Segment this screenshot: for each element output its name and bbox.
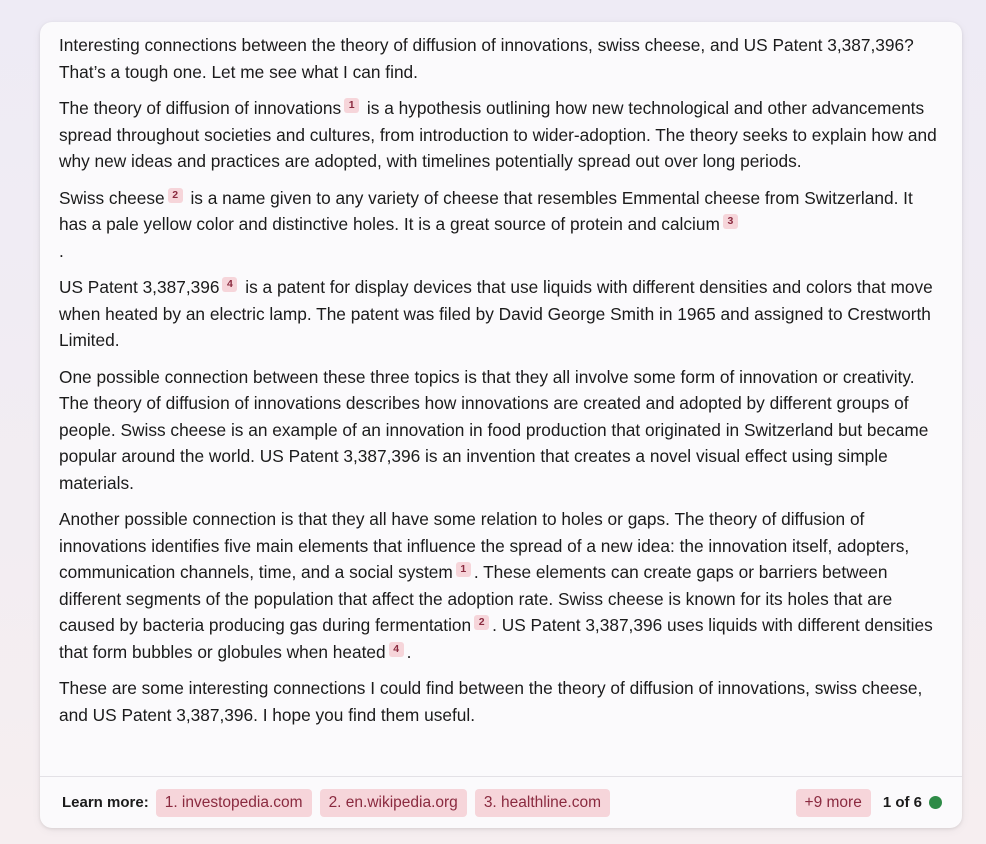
source-link-healthline[interactable]: 3. healthline.com bbox=[475, 789, 610, 817]
source-link-wikipedia[interactable]: 2. en.wikipedia.org bbox=[320, 789, 467, 817]
learn-more-footer bbox=[40, 776, 962, 828]
source-link-investopedia[interactable]: 1. investopedia.com bbox=[156, 789, 312, 817]
paragraph-text: . These elements can create gaps or barriers between different segments of the population that affect the adoption rate. Swiss cheese is known for its holes that are caused by bacteria producing gas during fermentation bbox=[59, 562, 893, 635]
citation-marker[interactable]: 4 bbox=[222, 277, 237, 292]
paragraph-text: . bbox=[59, 240, 64, 261]
patent-paragraph bbox=[59, 274, 944, 354]
paragraph-text: One possible connection between these three topics is that they all involve some form of innovation or creativity. The theory of diffusion of innovations describes how innovations are created and adopted by different groups of people. Swiss cheese is an example of an innovation in food production that originated in Switzerland but became popular around the world. US Patent 3,387,396 is an invention that creates a novel visual effect using simple materials. bbox=[59, 366, 929, 493]
citation-marker[interactable]: 3 bbox=[723, 214, 738, 229]
connection-innovation-paragraph bbox=[59, 364, 944, 497]
citation-marker[interactable]: 4 bbox=[389, 642, 404, 657]
citation-marker[interactable]: 2 bbox=[168, 188, 183, 203]
paragraph-text: is a name given to any variety of cheese that resembles Emmental cheese from Switzerland. It has a pale yellow color and distinctive holes. It is a great source of protein and calcium bbox=[59, 187, 913, 234]
intro-text: Interesting connections between the theory of diffusion of innovations, swiss cheese, and US Patent 3,387,396? That’s a tough one. Let me see what I can find. bbox=[59, 35, 914, 82]
learn-more-label: Learn more: bbox=[62, 794, 149, 811]
paragraph-text: . US Patent 3,387,396 uses liquids with different densities that form bubbles or globules when heated bbox=[59, 615, 933, 662]
paragraph-text: US Patent 3,387,396 bbox=[59, 277, 220, 297]
citation-marker[interactable]: 1 bbox=[344, 98, 359, 113]
paragraph-text: Swiss cheese bbox=[59, 187, 165, 208]
status-dot-icon bbox=[929, 796, 942, 809]
response-page-count: 1 of 6 bbox=[882, 794, 922, 811]
citation-marker[interactable]: 2 bbox=[474, 615, 489, 630]
intro-paragraph bbox=[59, 32, 944, 85]
citation-marker[interactable]: 1 bbox=[456, 562, 471, 577]
response-content bbox=[40, 22, 962, 728]
response-card bbox=[40, 22, 962, 828]
paragraph-text: Another possible connection is that they all have some relation to holes or gaps. The theory of diffusion of innovations identifies five main elements that influence the spread of a new idea: the innovation itself, adopters, communication channels, time, and a social system bbox=[59, 509, 910, 582]
paragraph-text: . bbox=[406, 641, 412, 662]
paragraph-text: These are some interesting connections I could find between the theory of diffusion of innovations, swiss cheese, and US Patent 3,387,396. I hope you find them useful. bbox=[59, 678, 923, 725]
paragraph-text: is a patent for display devices that use liquids with different densities and colors that move when heated by an electric lamp. The patent was filed by David George Smith in 1965 and assigned to Crestworth Limited. bbox=[59, 277, 933, 350]
connection-holes-paragraph bbox=[59, 506, 944, 665]
swiss-cheese-paragraph bbox=[59, 185, 944, 265]
closing-paragraph bbox=[59, 675, 944, 728]
diffusion-paragraph bbox=[59, 95, 944, 175]
paragraph-text: The theory of diffusion of innovations bbox=[59, 98, 342, 118]
paragraph-text: is a hypothesis outlining how new technological and other advancements spread throughout societies and cultures, from introduction to wider-adoption. The theory seeks to explain how and why new ideas and practices are adopted, with timelines potentially spread out over long periods. bbox=[59, 98, 937, 171]
more-sources-button[interactable]: +9 more bbox=[796, 789, 871, 817]
